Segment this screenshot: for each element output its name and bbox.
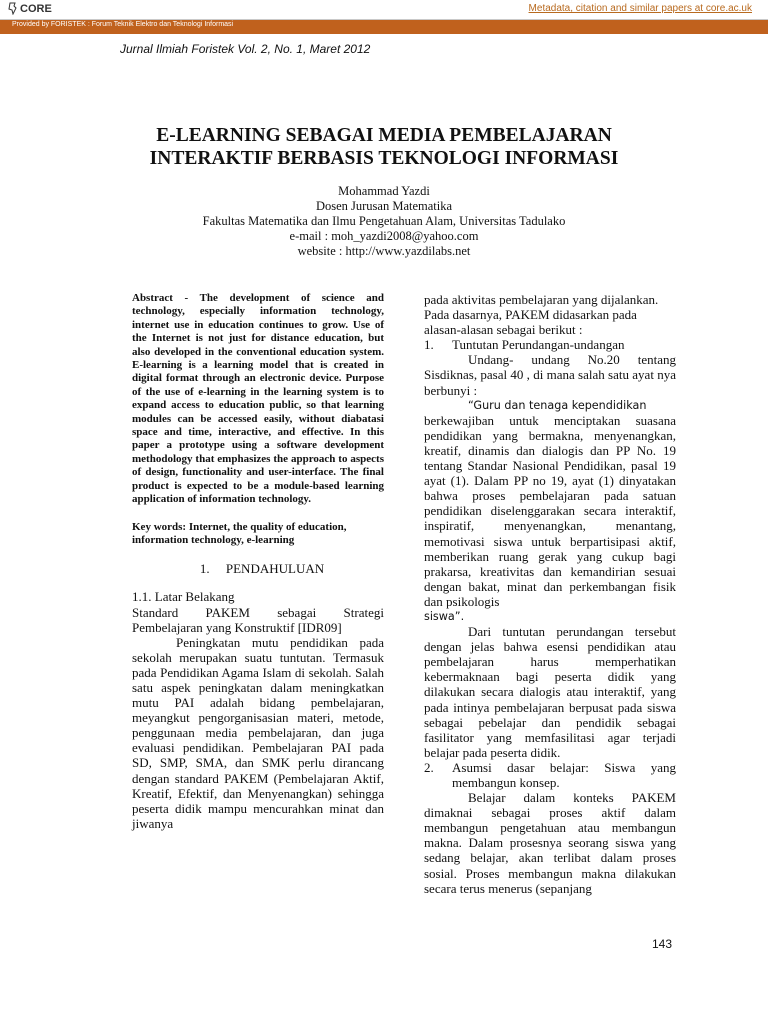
right-column: [424, 292, 676, 896]
paragraph-intro: Pada dasarnya, PAKEM didasarkan pada alasan-alasan sebagai berikut :: [424, 307, 637, 338]
list-number-1: 1.: [424, 337, 434, 353]
author-block: [0, 184, 768, 259]
core-banner: [0, 0, 768, 20]
keywords: Key words: Internet, the quality of education, information technology, e-learning: [132, 520, 347, 546]
author-email: e-mail : moh_yazdi2008@yahoo.com: [289, 229, 479, 243]
paper-title-line-2: INTERAKTIF BERBASIS TEKNOLOGI INFORMASI: [149, 148, 619, 169]
core-logo-label: CORE: [20, 2, 52, 15]
author-position: Dosen Jurusan Matematika: [315, 199, 453, 213]
core-logo-icon: [8, 2, 17, 15]
author-website: website : http://www.yazdilabs.net: [297, 244, 471, 258]
list-title-1: Tuntutan Perundangan-undangan: [452, 337, 625, 353]
section-heading: [132, 561, 384, 576]
paragraph-3: Belajar dalam konteks PAKEM dimaknai sebagai proses aktif dalam membangun pengetahuan atau membangun makna. Dalam prosesnya seorang siswa yang sedang belajar, akan terlibat dalam proses sosial. Proses membangun makna dilakukan secara terus menerus (sepanjang: [424, 790, 676, 896]
quote-body: berkewajiban untuk menciptakan suasana pendidikan yang bermakna, menyenangkan, kreatif, dinamis dan dialogis dan PP No. 19 tentang Standar Nasional Pendidikan, pasal 19 ayat (1). Dalam PP no 19, ayat (1) dinyatakan bahwa proses pembelajaran pada satuan pendidikan diselenggarakan secara interaktif, inspiratif, menyenangkan, menantang, memotivasi siswa untuk berpartisipasi aktif, memberikan ruang gerak yang cukup bagi prakarsa, kreativitas dan kemandirian sesuai dengan bakat, minat dan perkembangan fisik dan psikologis: [424, 412, 676, 609]
core-logo[interactable]: [8, 2, 52, 15]
list-number-2: 2.: [424, 759, 434, 775]
paper-title: [0, 124, 768, 170]
section-number: 1.: [199, 561, 210, 577]
journal-header: Jurnal Ilmiah Foristek Vol. 2, No. 1, Maret 2012: [120, 42, 371, 56]
paragraph-law: Undang- undang No.20 tentang Sisdiknas, pasal 40 , di mana salah satu ayat nya berbunyi :: [424, 352, 676, 398]
page-number: 143: [652, 937, 673, 951]
core-metadata-link[interactable]: Metadata, citation and similar papers at core.ac.uk: [528, 3, 752, 14]
author-name: Mohammad Yazdi: [338, 184, 430, 198]
paragraph: Peningkatan mutu pendidikan pada sekolah merupakan suatu tuntutan. Termasuk pada Pendidikan Agama Islam di sekolah. Salah satu aspek peningkatan dalam meningkatkan mutu PAI adalah bidang pembelajaran, meyangkut pengorganisasian materi, metode, penggunaan media pembelajaran, dan juga evaluasi pendidikan. Pembelajaran PAI pada SD, SMP, SMA, dan SMK perlu dirancang dengan standard PAKEM (Pembelajaran Aktif, Kreatif, Efektif, dan Menyenangkan) sehingga peserta didik mampu mencurahkan minat dan jiwanya: [132, 634, 384, 831]
paper-title-line-1: E-LEARNING SEBAGAI MEDIA PEMBELAJARAN: [156, 125, 612, 146]
subsection-subtitle: Standard PAKEM sebagai Strategi Pembelajaran yang Konstruktif [IDR09]: [132, 604, 384, 635]
paragraph-2: Dari tuntutan perundangan tersebut dengan jelas bahwa esensi pendidikan atau pembelajaran harus memperhatikan kebermaknaan bagi peserta didik yang dilakukan secara dialogis atau interaktif, yang pada intinya pembelajaran berpusat pada siswa sebagai pebelajar dan pendidik sebagai fasilitator yang memfasilitasi agar terjadi belajar pada peserta didik.: [424, 624, 676, 760]
provided-by-bar: [0, 20, 768, 34]
author-affiliation: Fakultas Matematika dan Ilmu Pengetahuan Alam, Universitas Tadulako: [202, 214, 566, 228]
list-title-2: Asumsi dasar belajar: Siswa yang membangun konsep.: [452, 759, 676, 790]
paragraph-continued: pada aktivitas pembelajaran yang dijalankan.: [424, 292, 659, 307]
provided-by-text[interactable]: Provided by FORISTEK : Forum Teknik Elektro dan Teknologi Informasi: [12, 21, 234, 28]
abstract: Abstract - The development of science and technology, especially information technology, internet use in education continues to grow. Use of the Internet is not just for distance education, but also developed in the conventional education system. E-learning is a learning model that is created in digital format through an electronic device. Purpose of the use of e-learning in the learning system is to expand access to education public, so that learning modules can be accessed easily, without diabatasi space and time, interactive, and effective. In this paper a prototype using a software development methodology that emphasizes the approach to aspects of design, functionality and user-interface. The final product is expected to be a module-based learning application of information technology.: [132, 292, 384, 506]
subsection-heading: 1.1. Latar Belakang: [132, 589, 235, 605]
left-column: [132, 292, 384, 831]
list-item-1: [424, 337, 676, 352]
quote-opening: “Guru dan tenaga kependidikan: [468, 398, 647, 412]
section-title: PENDAHULUAN: [225, 561, 325, 577]
list-item-2: [424, 760, 676, 790]
quote-end: siswa”.: [424, 609, 465, 623]
